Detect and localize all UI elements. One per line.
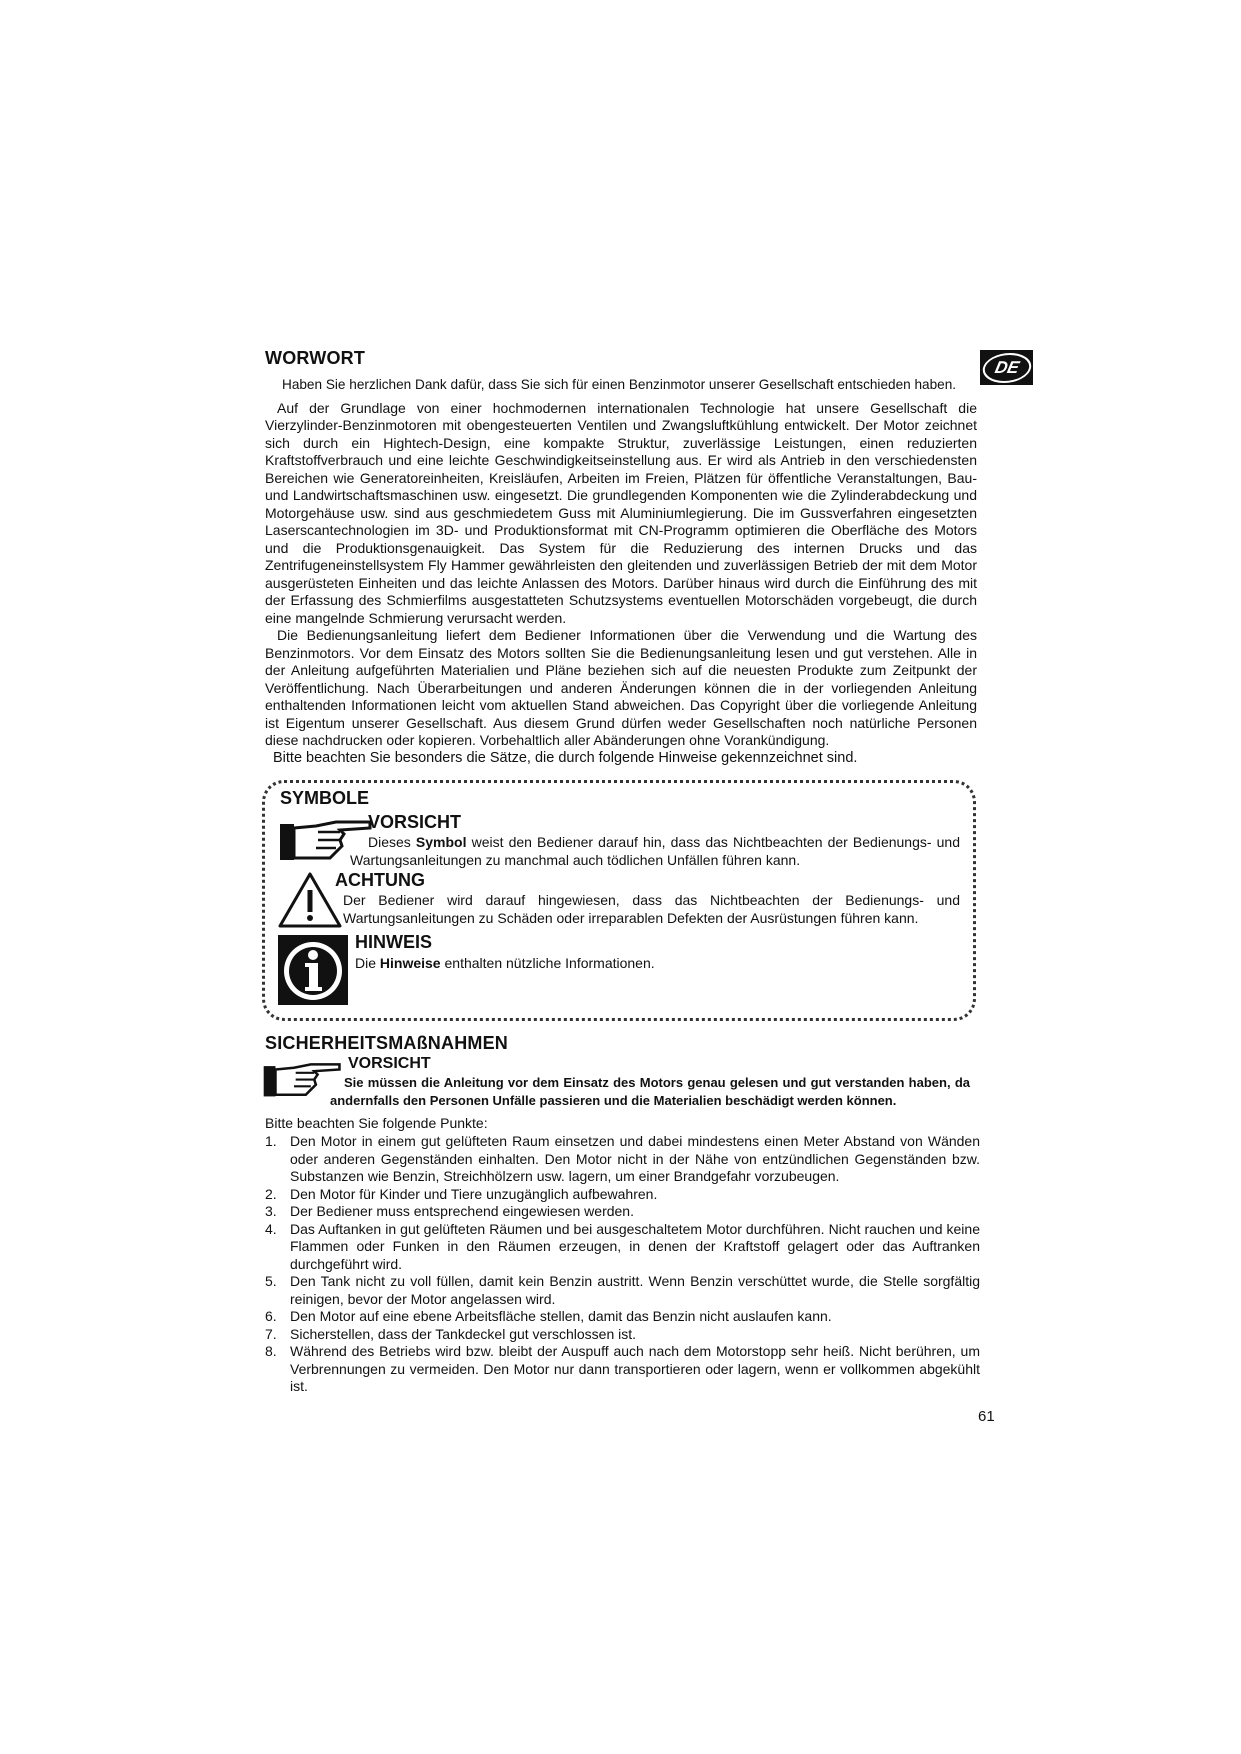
- safety-vorsicht-text: Sie müssen die Anleitung vor dem Einsatz des Motors genau gelesen und gut verstanden haben, da andernfalls den Personen Unfälle passieren und die Materialien beschädigt werden können.: [330, 1075, 970, 1108]
- symbols-achtung-text: Der Bediener wird darauf hingewiesen, dass das Nichtbeachten der Bedienungs- und Wartungsanleitungen zu Schäden oder irreparablen Defekten der Ausrüstungen führen kann.: [343, 892, 960, 926]
- list-item-number: 8.: [265, 1343, 277, 1359]
- symbols-vorsicht-text-pre: Dieses: [368, 834, 416, 850]
- list-item-number: 5.: [265, 1273, 277, 1289]
- symbols-hinweis-text-bold: Hinweise: [379, 955, 441, 971]
- list-item-number: 7.: [265, 1325, 277, 1342]
- list-item: [265, 1221, 980, 1274]
- foreword-title: WORWORT: [265, 348, 366, 368]
- foreword-paragraph-1: Auf der Grundlage von einer hochmodernen internationalen Technologie hat unsere Gesellschaft die Vierzylinder-Benzinmotoren mit obengesteuerten Ventilen und Zwangsluftkühlung entwickelt. Der Motor zeichnet sich durch ein Hightech-Design, eine kompakte Struktur, zuverlässige Leistungen, einen reduzierten Kraftstoffverbrauch und eine leichte Geschwindigkeitseinstellung aus. Er wird als Antrieb in den verschiedensten Bereichen wie Generatoreinheiten, Kreisläufen, Arbeiten im Freien, Plätzen für öffentliche Veranstaltungen, Bau- und Landwirtschaftsmaschinen usw. eingesetzt. Die grundlegenden Komponenten wie die Zylinderabdeckung und Motorgehäuse usw. sind aus geschmiedetem Guss mit Aluminiumlegierung. Die im Gussverfahren eingesetzten Laserscantechnologien im 3D- und Produktionsformat mit CN-Programm optimieren die Oberfläche des Motors und die Produktionsgenauigkeit. Das System für die Reduzierung des internen Drucks und das Zentrifugeneinstellsystem Fly Hammer gewährleisten den gleitenden und zuverlässigen Betrieb der mit dem Motor ausgerüsteten Einheiten und das leichte Anlassen des Motors. Darüber hinaus wird durch die Einführung des mit der Erfassung des Schmierfilms ausgestatteten Schutzsystems eventuellen Motorschäden vorgebeugt, die durch eine mangelnde Schmierung verursacht werden.: [265, 399, 977, 626]
- safety-intro: Bitte beachten Sie folgende Punkte:: [265, 1115, 488, 1131]
- list-item: [265, 1186, 980, 1204]
- list-item-text: Während des Betriebs wird bzw. bleibt der Auspuff auch nach dem Motorstopp sehr heiß. Nicht berühren, um Verbrennungen zu vermeiden. Den Motor nur dann transportieren oder lagern, wenn er vollkommen abgekühlt ist.: [290, 1343, 980, 1394]
- list-item-text: Sicherstellen, dass der Tankdeckel gut verschlossen ist.: [290, 1325, 637, 1342]
- list-item: [265, 1326, 980, 1344]
- list-item-text: Der Bediener muss entsprechend eingewiesen werden.: [290, 1203, 634, 1219]
- list-item-text: Den Motor in einem gut gelüfteten Raum einsetzen und dabei mindestens einen Meter Abstand von Wänden oder anderen Gegenständen einhalten. Den Motor nicht in der Nähe von entzündlichen Gegenständen bzw. Substanzen wie Benzin, Streichhölzern usw. lagern, um einer Brandgefahr vorzubeugen.: [290, 1133, 980, 1184]
- list-item-number: 3.: [265, 1203, 277, 1219]
- list-item-number: 6.: [265, 1308, 277, 1324]
- safety-list: [265, 1133, 980, 1396]
- list-item: [265, 1133, 980, 1186]
- list-item-text: Den Tank nicht zu voll füllen, damit kein Benzin austritt. Wenn Benzin verschüttet wurde, die Stelle sorgfältig reinigen, bevor der Motor angelassen wird.: [290, 1273, 980, 1307]
- symbols-achtung-heading: ACHTUNG: [335, 870, 425, 890]
- list-item-text: Den Motor auf eine ebene Arbeitsfläche stellen, damit das Benzin nicht auslaufen kann.: [290, 1308, 832, 1324]
- list-item-text: Den Motor für Kinder und Tiere unzugänglich aufbewahren.: [290, 1185, 658, 1202]
- foreword-paragraph-3: Bitte beachten Sie besonders die Sätze, die durch folgende Hinweise gekennzeichnet sind.: [273, 749, 858, 766]
- symbols-hinweis-text-post: enthalten nützliche Informationen.: [440, 955, 655, 971]
- symbols-title: SYMBOLE: [280, 788, 370, 808]
- symbols-hinweis-text-pre: Die: [355, 955, 380, 971]
- foreword-paragraph-2: Die Bedienungsanleitung liefert dem Bediener Informationen über die Verwendung und die Wartung des Benzinmotors. Vor dem Einsatz des Motors sollten Sie die Bedienungsanleitung lesen und gut verstehen. Alle in der Anleitung aufgeführten Materialien und Pläne beziehen sich auf die neuesten Produkte zum Zeitpunkt der Veröffentlichung. Nach Überarbeitungen und anderen Änderungen können die in der vorliegenden Anleitung enthaltenden Informationen leicht vom aktuellen Stand abweichen. Das Copyright über die vorliegende Anleitung ist Eigentum unserer Gesellschaft. Aus diesem Grund dürfen weder Gesellschaften noch natürliche Personen diese nachdrucken oder kopieren. Vorbehaltlich aller Abänderungen ohne Vorankündigung.: [265, 627, 977, 748]
- page-number: 61: [978, 1408, 995, 1425]
- foreword-thanks: Haben Sie herzlichen Dank dafür, dass Sie sich für einen Benzinmotor unserer Gesellschaft entschieden haben.: [282, 377, 957, 392]
- symbols-vorsicht-text-bold: Symbol: [415, 834, 467, 850]
- list-item-number: 1.: [265, 1133, 277, 1149]
- list-item: [265, 1308, 980, 1326]
- foreword-body: [265, 376, 977, 767]
- info-icon: [278, 935, 348, 1005]
- list-item: [265, 1343, 980, 1396]
- list-item: [265, 1203, 980, 1221]
- symbols-vorsicht-text-post: weist den Bediener darauf hin, dass das Nichtbeachten der Bedienungs- und Wartungsanleitungen zu manchmal auch tödlichen Unfällen führen kann.: [350, 834, 960, 868]
- symbols-hinweis-heading: HINWEIS: [355, 932, 433, 952]
- symbols-hinweis-text: [355, 955, 955, 973]
- list-item-number: 2.: [265, 1185, 277, 1202]
- symbols-vorsicht-heading: VORSICHT: [368, 812, 462, 832]
- warning-triangle-icon: [278, 870, 343, 930]
- symbols-vorsicht-text: [350, 834, 960, 869]
- list-item-text: Das Auftanken in gut gelüfteten Räumen und bei ausgeschaltetem Motor durchführen. Nicht rauchen und keine Flammen oder Funken in den Räumen erzeugen, in denen der Kraftstoff gelagert oder das Auftranken durchgeführt wird.: [290, 1220, 980, 1272]
- safety-vorsicht-heading: VORSICHT: [348, 1055, 431, 1072]
- language-badge: [980, 350, 1033, 385]
- list-item: [265, 1273, 980, 1308]
- list-item-number: 4.: [265, 1220, 277, 1237]
- language-badge-label: DE: [992, 357, 1021, 377]
- safety-title: SICHERHEITSMAßNAHMEN: [265, 1033, 509, 1053]
